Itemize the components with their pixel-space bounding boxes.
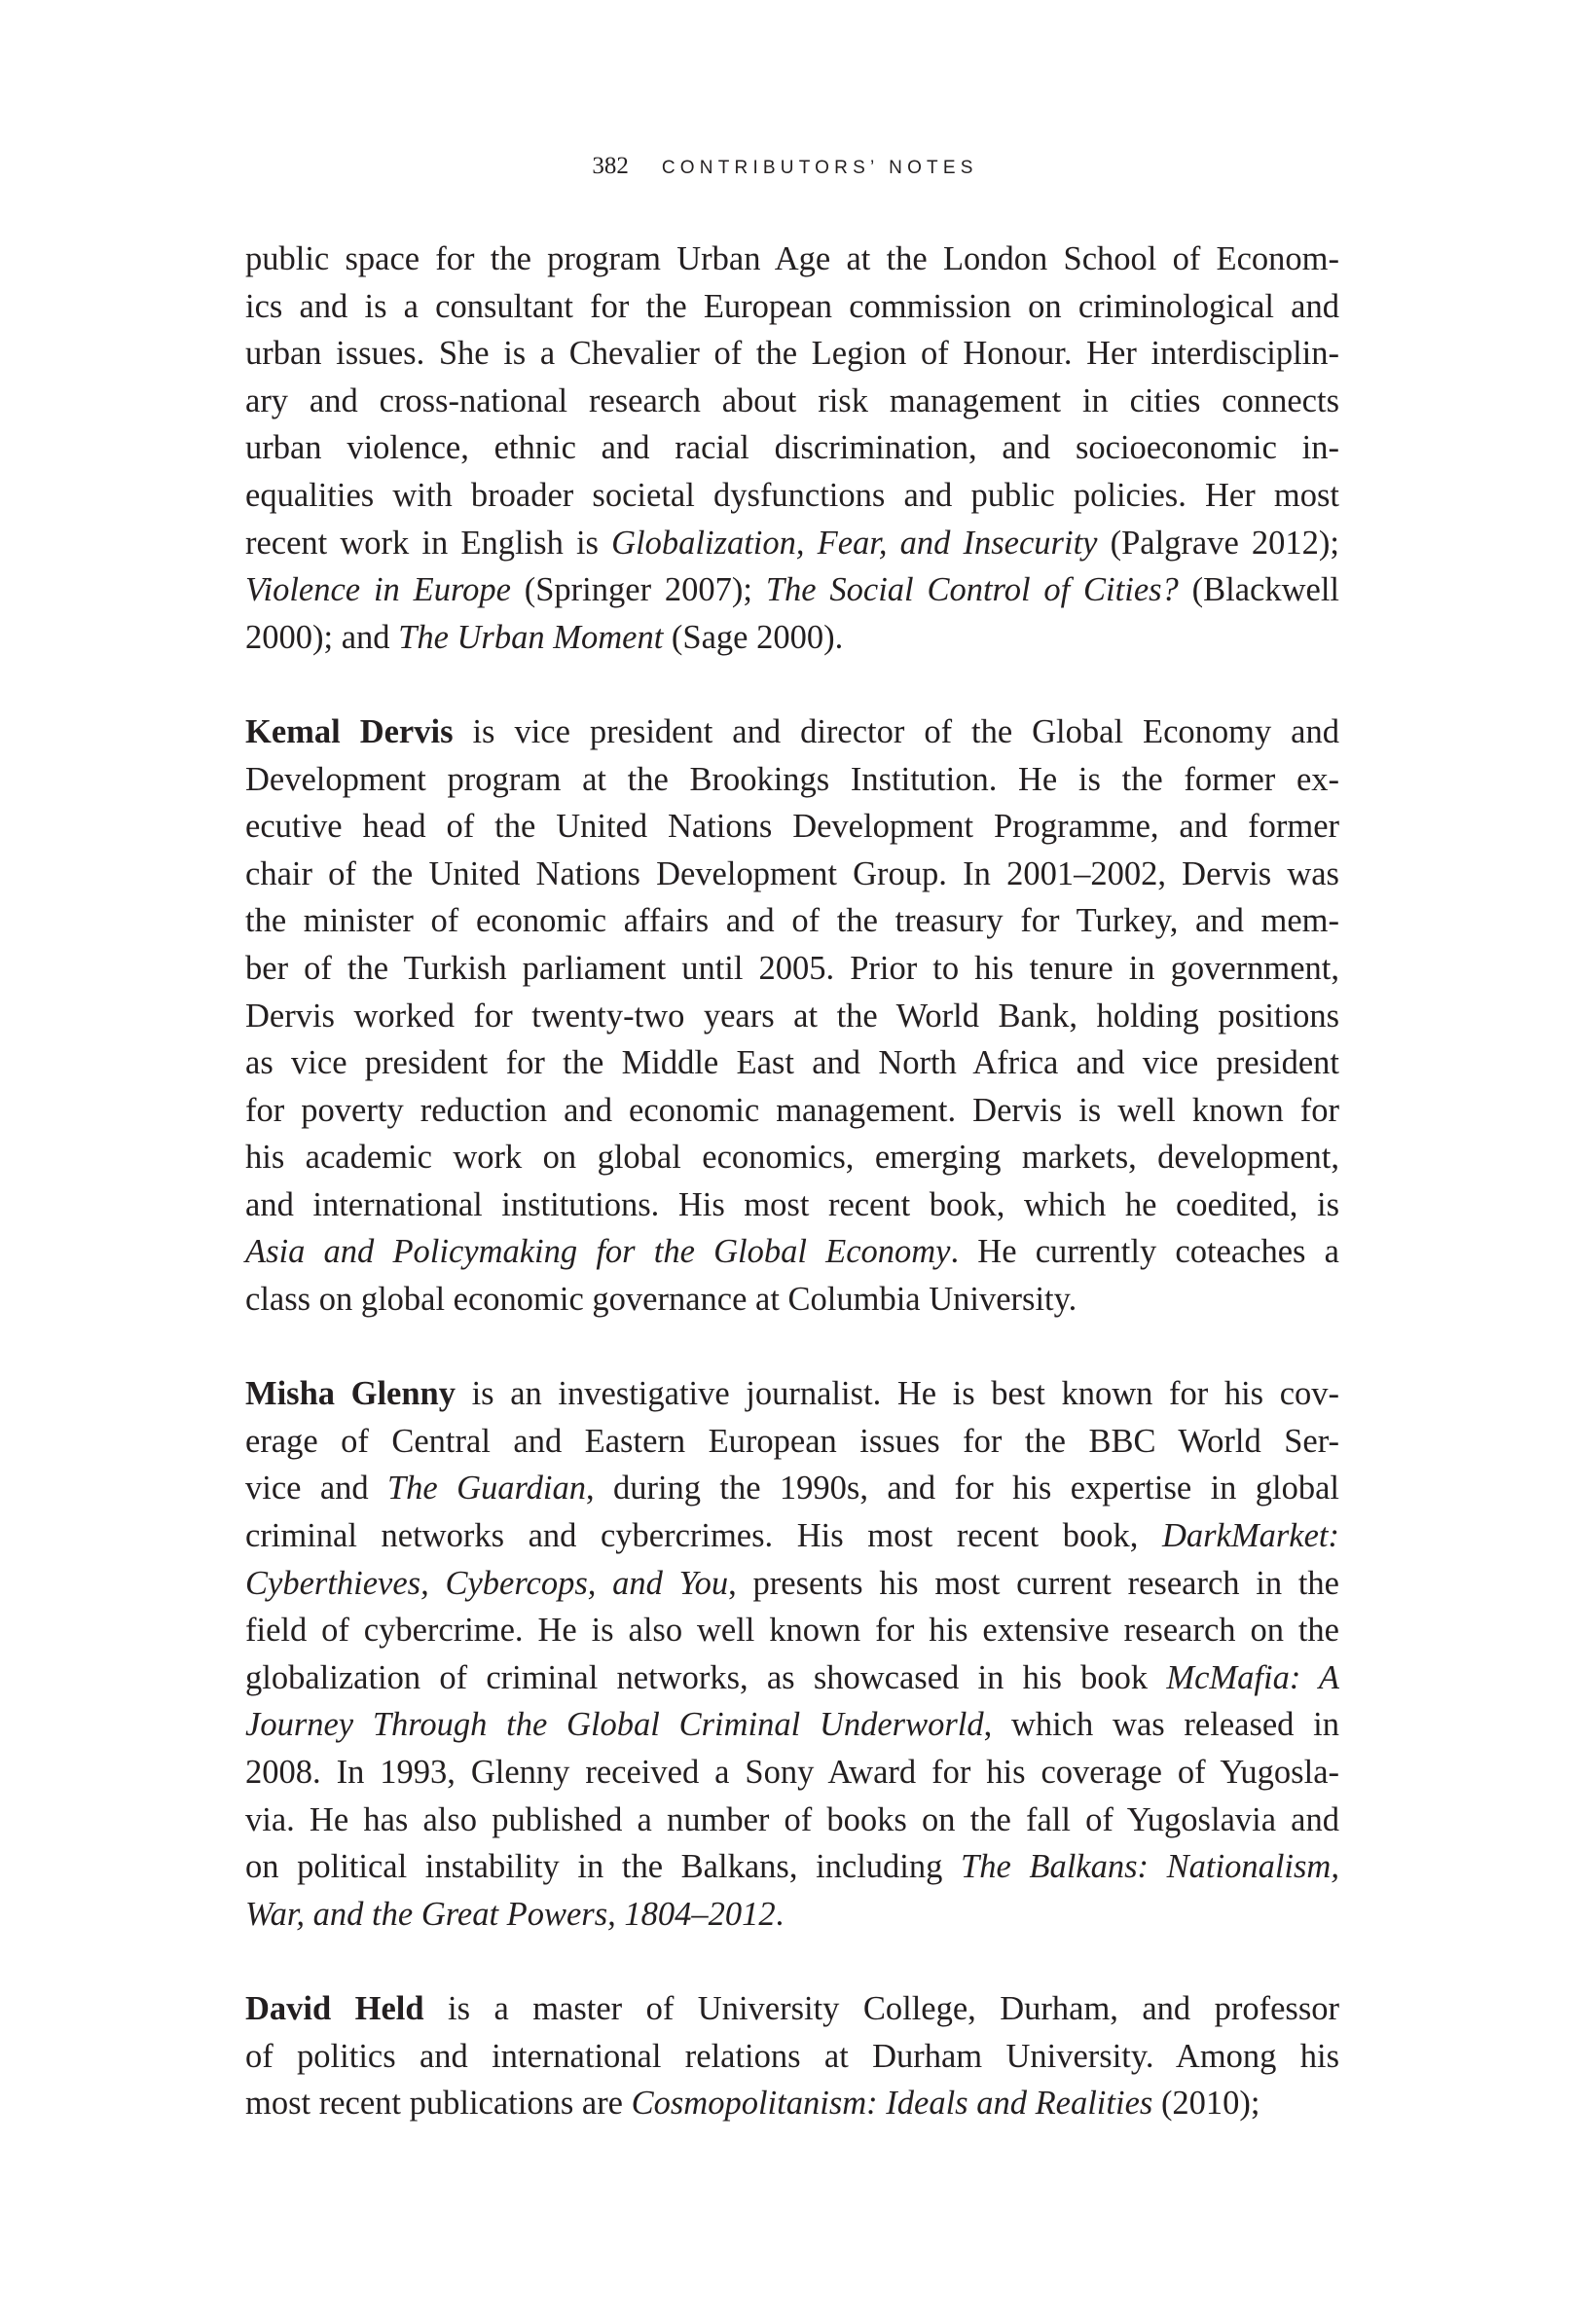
misha-glenny-entry	[245, 1370, 1339, 1938]
text-run: (2010);	[1152, 2085, 1260, 2123]
text-run: Development program at the Brookings Institution. He is the former ex-	[245, 760, 1339, 798]
text-run: urban violence, ethnic and racial discrimination, and socioeconomic in-	[245, 429, 1339, 467]
text-run: via. He has also published a number of books on the fall of Yugoslavia and	[245, 1800, 1339, 1838]
text-line	[245, 993, 1339, 1040]
text-run: erage of Central and Eastern European issues for the BBC World Ser-	[245, 1422, 1339, 1460]
text-line	[245, 1607, 1339, 1654]
text-line	[245, 851, 1339, 898]
text-line	[245, 756, 1339, 804]
page-number: 382	[592, 153, 629, 179]
text-line	[245, 520, 1339, 567]
text-run: and international institutions. His most recent book, which he coedited, is	[245, 1185, 1339, 1223]
text-line	[245, 1039, 1339, 1087]
book-title: The Balkans: Nationalism,	[961, 1848, 1339, 1886]
paragraph-gap	[245, 661, 1339, 708]
text-run: ics and is a consultant for the European commission on criminological and	[245, 287, 1339, 325]
text-line	[245, 1654, 1339, 1702]
text-run: . He currently coteaches a	[950, 1233, 1339, 1271]
text-line	[245, 1276, 1339, 1324]
text-run: 2000); and	[245, 618, 399, 656]
text-line	[245, 1512, 1339, 1560]
text-run: , which was released in	[983, 1706, 1339, 1744]
text-line	[245, 945, 1339, 993]
text-run: for poverty reduction and economic management. Dervis is well known for	[245, 1091, 1339, 1129]
contributor-name: Misha Glenny	[245, 1375, 456, 1413]
text-run: vice and	[245, 1470, 387, 1507]
text-line	[245, 1465, 1339, 1512]
text-run: urban issues. She is a Chevalier of the Legion of Honour. Her interdisciplin-	[245, 335, 1339, 373]
text-run: (Blackwell	[1178, 571, 1340, 609]
book-title: The Guardian	[386, 1470, 586, 1507]
text-line	[245, 1843, 1339, 1891]
text-run: (Palgrave 2012);	[1097, 524, 1339, 562]
text-line	[245, 2033, 1339, 2081]
text-run: Dervis worked for twenty-two years at the World Bank, holding positions	[245, 997, 1339, 1035]
kemal-dervis-entry	[245, 708, 1339, 1324]
paragraph-gap	[245, 1938, 1339, 1985]
text-run: ecutive head of the United Nations Development Programme, and former	[245, 808, 1339, 846]
book-title: Cyberthieves, Cybercops, and You	[245, 1564, 729, 1602]
text-run: criminal networks and cybercrimes. His most recent book,	[245, 1517, 1162, 1555]
text-line	[245, 472, 1339, 520]
text-run: as vice president for the Middle East and North Africa and vice president	[245, 1044, 1339, 1082]
text-line	[245, 236, 1339, 283]
text-line	[245, 1891, 1339, 1939]
book-title: McMafia: A	[1166, 1658, 1339, 1696]
david-held-entry	[245, 1985, 1339, 2127]
text-run: , presents his most current research in the	[728, 1564, 1339, 1602]
text-run: (Sage 2000).	[663, 618, 844, 656]
text-line	[245, 1370, 1339, 1418]
text-line	[245, 378, 1339, 425]
text-line	[245, 1701, 1339, 1749]
text-run: equalities with broader societal dysfunctions and public policies. Her most	[245, 476, 1339, 514]
text-run: on political instability in the Balkans, including	[245, 1848, 962, 1886]
text-line	[245, 2080, 1339, 2127]
text-line	[245, 1181, 1339, 1229]
running-head	[0, 153, 1570, 180]
text-run: public space for the program Urban Age at the London School of Econom-	[245, 240, 1339, 277]
text-line	[245, 566, 1339, 614]
book-title: The Social Control of Cities?	[765, 571, 1179, 609]
text-line	[245, 1797, 1339, 1844]
text-line	[245, 897, 1339, 945]
text-line	[245, 1134, 1339, 1181]
text-run: most recent publications are	[245, 2085, 632, 2123]
book-title: Journey Through the Global Criminal Underworld	[245, 1706, 984, 1744]
book-title: War, and the Great Powers, 1804–2012	[245, 1895, 776, 1933]
text-run: 2008. In 1993, Glenny received a Sony Award for his coverage of Yugosla-	[245, 1754, 1339, 1791]
contributor-name: Kemal Dervis	[245, 712, 454, 750]
book-title: Asia and Policymaking for the Global Economy	[245, 1233, 951, 1271]
text-run: ber of the Turkish parliament until 2005. Prior to his tenure in government,	[245, 949, 1339, 987]
text-line	[245, 1228, 1339, 1276]
text-run: globalization of criminal networks, as showcased in his book	[245, 1658, 1167, 1696]
text-line	[245, 330, 1339, 378]
text-run: class on global economic governance at Columbia University.	[245, 1281, 1077, 1319]
body-text	[245, 236, 1339, 2127]
text-run: chair of the United Nations Development Group. In 2001–2002, Dervis was	[245, 854, 1339, 892]
text-line	[245, 1087, 1339, 1135]
continued-entry	[245, 236, 1339, 661]
book-title: Violence in Europe	[245, 571, 511, 609]
text-run: .	[775, 1895, 785, 1933]
text-line	[245, 1749, 1339, 1797]
text-line	[245, 1985, 1339, 2033]
contributor-name: David Held	[245, 1989, 424, 2027]
text-run: is vice president and director of the Global Economy and	[453, 712, 1339, 750]
text-run: the minister of economic affairs and of the treasury for Turkey, and mem-	[245, 902, 1339, 940]
text-run: (Springer 2007);	[510, 571, 766, 609]
section-title: CONTRIBUTORS’ NOTES	[661, 158, 978, 178]
paragraph-gap	[245, 1324, 1339, 1371]
book-title: The Urban Moment	[398, 618, 664, 656]
book-title: Cosmopolitanism: Ideals and Realities	[631, 2085, 1153, 2123]
text-line	[245, 614, 1339, 662]
text-line	[245, 1560, 1339, 1608]
text-line	[245, 803, 1339, 851]
text-line	[245, 708, 1339, 756]
text-line	[245, 283, 1339, 331]
text-run: , during the 1990s, and for his expertise in global	[586, 1470, 1339, 1507]
text-run: ary and cross-national research about risk management in cities connects	[245, 381, 1339, 419]
text-line	[245, 1418, 1339, 1466]
book-title: DarkMarket:	[1161, 1517, 1339, 1555]
text-line	[245, 424, 1339, 472]
book-title: Globalization, Fear, and Insecurity	[611, 524, 1098, 562]
text-run: recent work in English is	[245, 524, 612, 562]
text-run: his academic work on global economics, emerging markets, development,	[245, 1139, 1339, 1177]
text-run: is an investigative journalist. He is best known for his cov-	[455, 1375, 1339, 1413]
text-run: of politics and international relations at Durham University. Among his	[245, 2037, 1339, 2075]
text-run: field of cybercrime. He is also well known for his extensive research on the	[245, 1612, 1339, 1650]
text-run: is a master of University College, Durham, and professor	[423, 1989, 1340, 2027]
